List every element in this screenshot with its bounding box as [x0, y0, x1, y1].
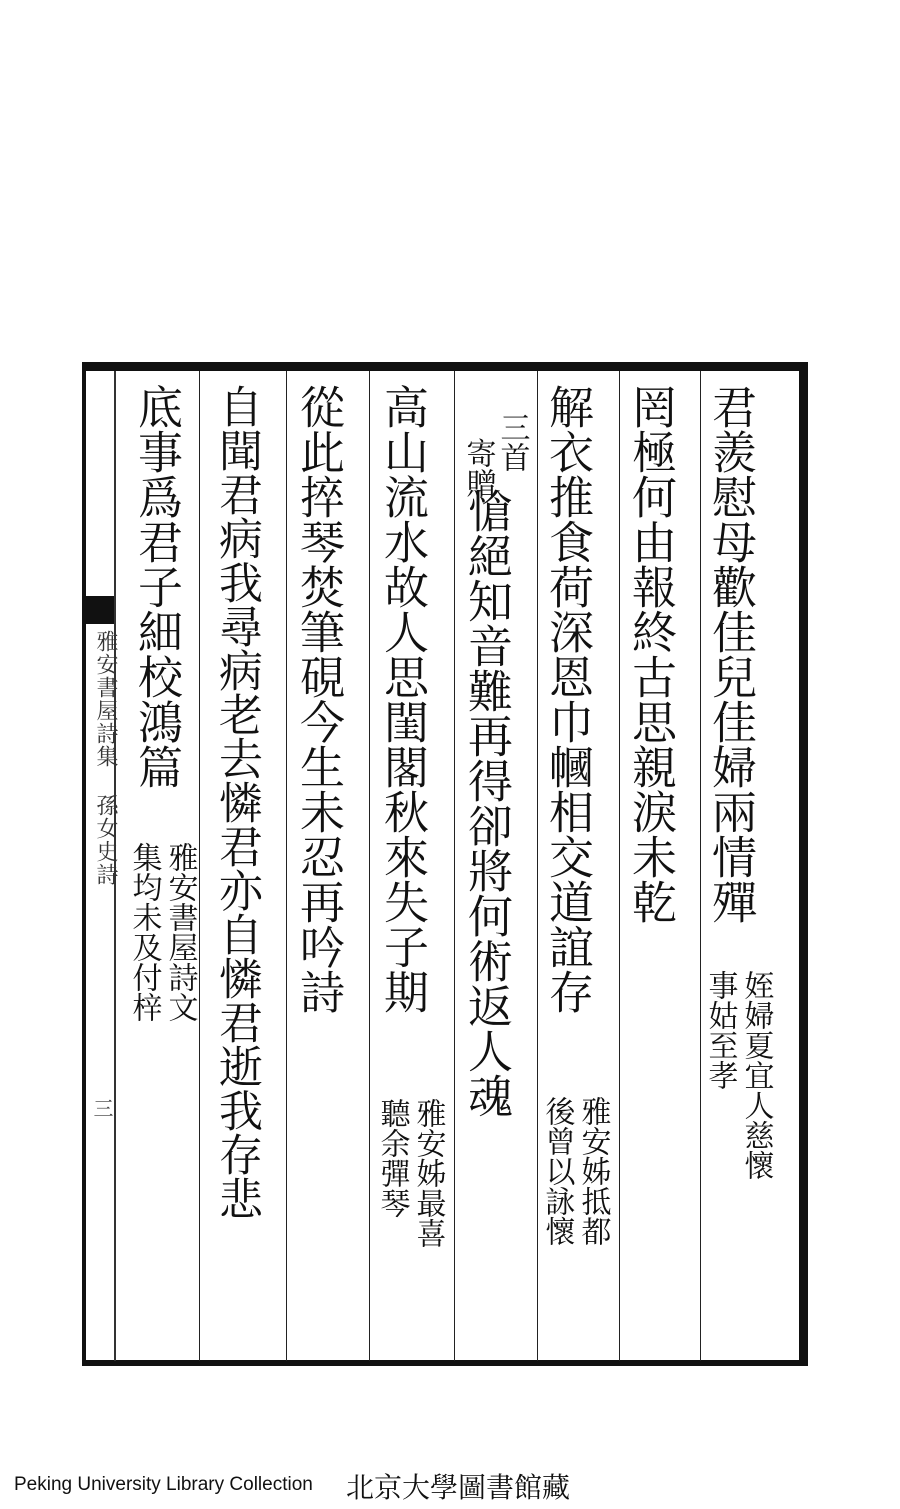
column-divider [369, 371, 370, 1361]
column-4-text: 愴絕知音難再得卻將何術返人魂 [460, 488, 513, 1118]
column-5-text: 高山流水故人思閨閣秋來失子期 [376, 384, 429, 1014]
column-3-text: 解衣推食荷深恩巾幗相交道誼存 [541, 384, 594, 1014]
collection-label-zh: 北京大學圖書館藏 [346, 1471, 571, 1504]
gutter-page-number: 三 [90, 1098, 114, 1118]
gutter-title: 雅安書屋詩集 孫女史詩 [93, 630, 118, 886]
column-divider [537, 371, 538, 1361]
column-divider [619, 371, 620, 1361]
gutter-fishtail-mark [84, 596, 114, 624]
page-left-rule [82, 362, 86, 1366]
column-4-note-b: 寄贈 [460, 438, 496, 498]
column-8-note-b: 集均未及付梓 [126, 842, 162, 1022]
collection-label-en: Peking University Library Collection [14, 1474, 313, 1495]
column-3-note-b: 後曾以詠懷 [539, 1096, 575, 1246]
column-divider [454, 371, 455, 1361]
column-5-note-b: 聽余彈琴 [374, 1098, 410, 1218]
column-divider [199, 371, 200, 1361]
column-8-note-a: 雅安書屋詩文 [162, 842, 198, 1022]
column-8-text: 底事爲君子細校鴻篇 [130, 384, 183, 789]
column-1-note-a: 姪婦夏宜人慈懷 [738, 970, 774, 1180]
column-3-note-a: 雅安姊抵都 [575, 1096, 611, 1246]
column-1-note-b: 事姑至孝 [702, 970, 738, 1090]
column-6-text: 從此捽琴焚筆硯今生未忍再吟詩 [292, 384, 345, 1014]
column-1-text: 君羨慰母歡佳兒佳婦兩情殫 [704, 384, 757, 924]
column-5-note-a: 雅安姊最喜 [410, 1098, 446, 1248]
column-divider [286, 371, 287, 1361]
footer [0, 1464, 900, 1504]
column-7-text: 自聞君病我尋病老去憐君亦自憐君逝我存悲 [211, 384, 262, 1220]
column-4-note-a: 三首 [494, 412, 530, 472]
column-divider [700, 371, 701, 1361]
column-2-text: 罔極何由報終古思親淚未乾 [624, 384, 677, 924]
